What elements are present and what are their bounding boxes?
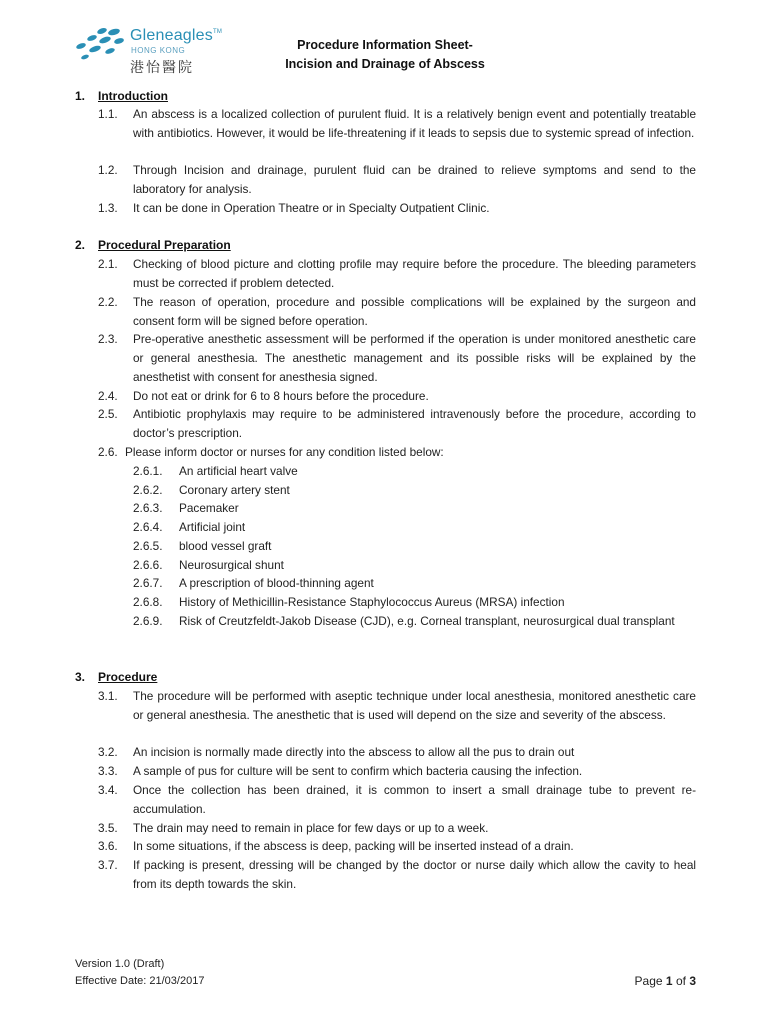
sub-list-item: 2.6.5. blood vessel graft [133,539,272,553]
list-item: 3.4. Once the collection has been drained, it is common to insert a small drainage tube to prevent re-accumulation. [98,783,696,816]
list-item: 2.1. Checking of blood picture and clotting profile may require before the procedure. The bleeding parameters must be corrected if problem detected. [98,257,696,290]
list-item: 3.7. If packing is present, dressing will be changed by the doctor or nurse daily which allow the cavity to heal from its depth towards the skin. [98,858,696,891]
sub-list-item: 2.6.2. Coronary artery stent [133,483,290,497]
sub-list-item: 2.6.4. Artificial joint [133,520,246,534]
page-number: Page 1 of 3 [634,974,696,988]
list-item: 1.2. Through Incision and drainage, purulent fluid can be drained to relieve symptoms and send to the laboratory for analysis. [98,163,696,196]
sub-list-item: 2.6.3. Pacemaker [133,501,239,515]
list-item: 3.3. A sample of pus for culture will be sent to confirm which bacteria causing the infection. [98,764,583,778]
sub-list-item: 2.6.1. An artificial heart valve [133,464,298,478]
sub-list-item: 2.6.7. A prescription of blood-thinning agent [133,576,374,590]
list-item: 1.1. An abscess is a localized collection of purulent fluid. It is a relatively benign event and potentially treatable with antibiotics. However, it would be life-threatening if it leads to sepsis due to systemic spread of infection. [98,107,696,140]
sub-list-item: 2.6.8. History of Methicillin-Resistance Staphylococcus Aureus (MRSA) infection [133,595,565,609]
list-item: 2.4. Do not eat or drink for 6 to 8 hours before the procedure. [98,389,429,403]
logo-name: Gleneagles™ [130,27,223,44]
list-item: 3.5. The drain may need to remain in place for few days or up to a week. [98,821,489,835]
logo-subtitle: HONG KONG [131,46,186,55]
list-item: 3.2. An incision is normally made directly into the abscess to allow all the pus to drain out [98,745,575,759]
footer-version: Version 1.0 (Draft) [75,958,165,970]
section-heading-procedure: 3. Procedure [75,670,158,684]
list-item: 2.2. The reason of operation, procedure and possible complications will be explained by the surgeon and consent form will be signed before operation. [98,295,696,328]
list-item: 3.6. In some situations, if the abscess is deep, packing will be inserted instead of a drain. [98,839,574,853]
list-item: 2.5. Antibiotic prophylaxis may require to be administered intravenously before the procedure, according to doctor’s prescription. [98,407,696,440]
list-item: 2.3. Pre-operative anesthetic assessment will be performed if the operation is under monitored anesthetic care or general anesthesia. The anesthetic management and its possible risks will be explained by the anesthetist with consent for anesthesia signed. [98,332,696,384]
document-title-line2: Incision and Drainage of Abscess [285,57,485,71]
list-item: 1.3. It can be done in Operation Theatre or in Specialty Outpatient Clinic. [98,201,490,215]
document-title-line1: Procedure Information Sheet- [297,38,473,52]
list-item: 2.6. Please inform doctor or nurses for any condition listed below: [98,445,444,459]
logo-chinese-name: 港怡醫院 [130,59,194,75]
sub-list-item: 2.6.9. Risk of Creutzfeldt-Jakob Disease (CJD), e.g. Corneal transplant, neurosurgical dual transplant [133,614,675,628]
section-heading-introduction: 1. Introduction [75,89,168,103]
list-item: 3.1. The procedure will be performed with aseptic technique under local anesthesia, monitored anesthetic care or general anesthesia. The anesthetic that is used will depend on the size and severity of the abscess. [98,689,696,722]
sub-list-item: 2.6.6. Neurosurgical shunt [133,558,284,572]
footer-effective-date: Effective Date: 21/03/2017 [75,975,205,987]
section-heading-procedural-preparation: 2. Procedural Preparation [75,238,231,252]
